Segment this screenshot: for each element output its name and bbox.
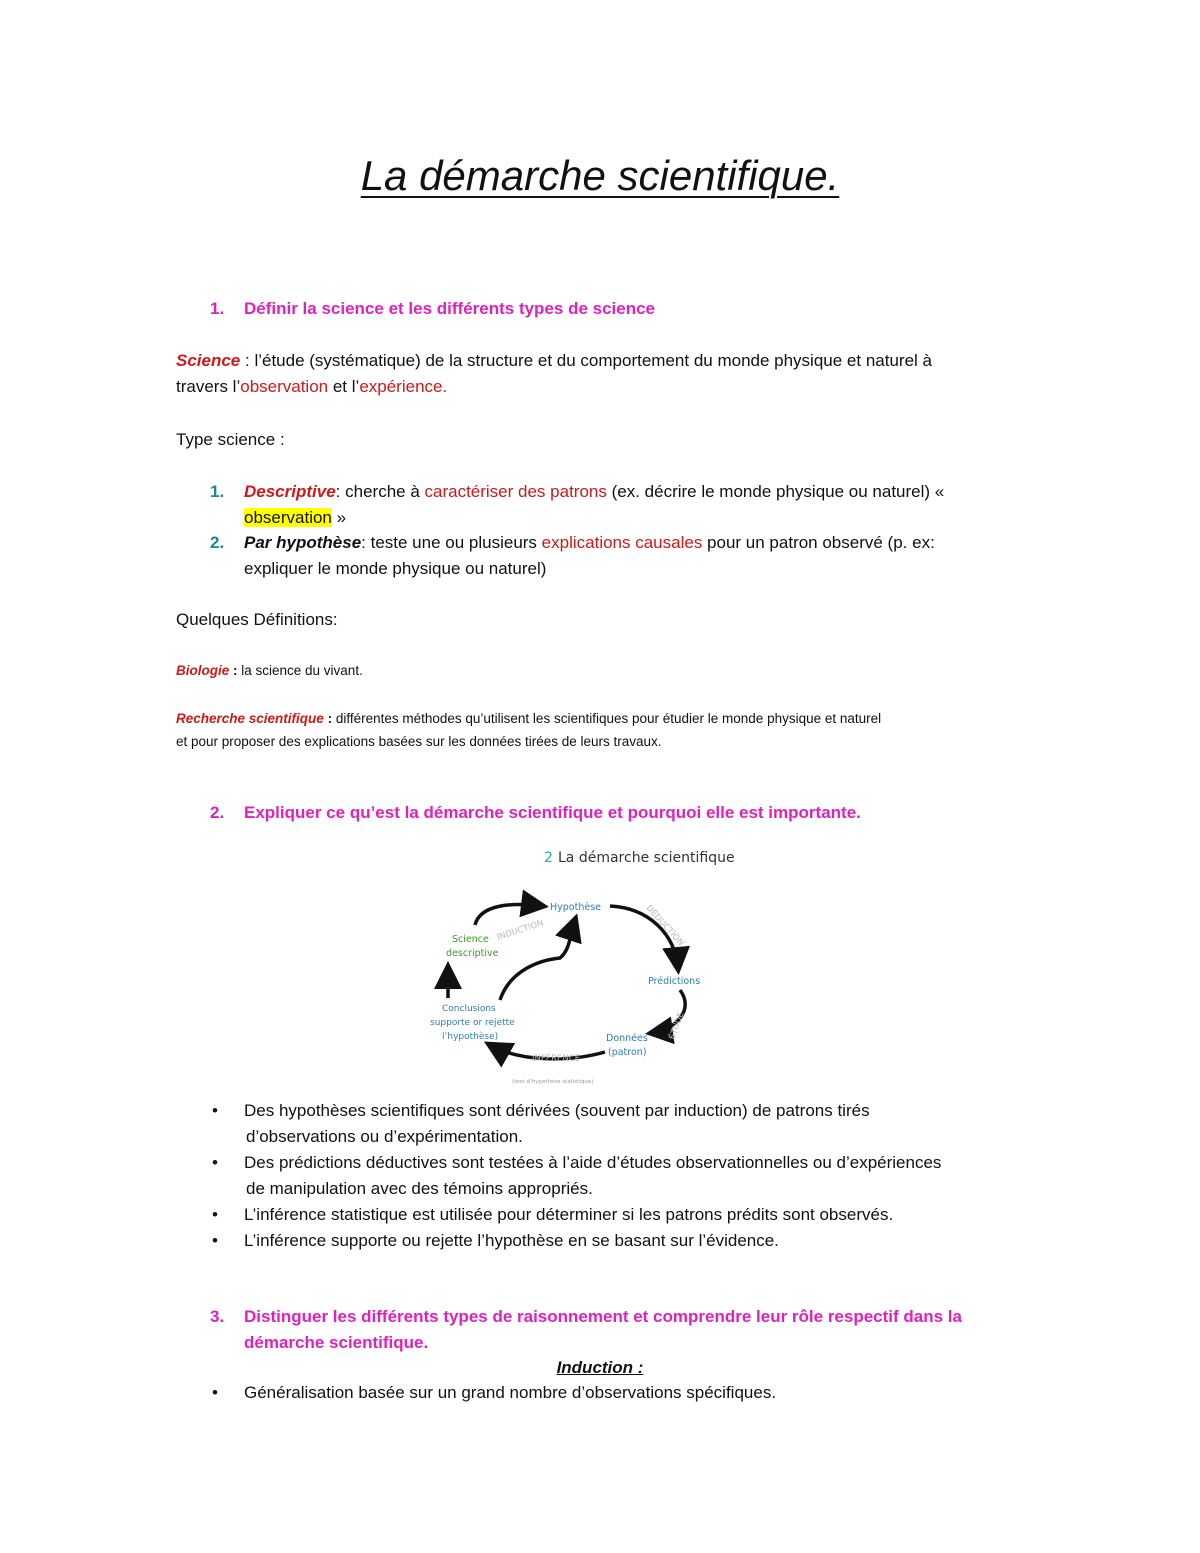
node-conclusions-3: l’hypothèse) xyxy=(442,1032,499,1042)
science-def-line2: travers l’ xyxy=(176,377,241,396)
type-1-red: caractériser des patrons xyxy=(424,482,607,501)
recherche-colon: : xyxy=(323,711,336,726)
science-and: et l’ xyxy=(328,377,360,396)
bullet-4-line1: L’inférence supporte ou rejette l’hypothèse en se basant sur l’évidence. xyxy=(244,1231,779,1250)
science-observation: observation xyxy=(240,377,329,396)
bullet-1-line1: Des hypothèses scientifiques sont dérivées (souvent par induction) de patrons tirés xyxy=(244,1101,870,1120)
science-experience: expérience. xyxy=(359,377,448,396)
node-hypothese: Hypothèse xyxy=(550,902,601,913)
type-1-colon: : cherche à xyxy=(335,482,425,501)
type-item-descriptive xyxy=(210,479,1060,531)
science-term: Science xyxy=(176,351,241,370)
node-science-1: Science xyxy=(452,934,489,945)
type-2-rest1: pour un patron observé (p. ex: xyxy=(702,533,935,552)
biologie-colon: : xyxy=(229,663,242,678)
section-2-title: Expliquer ce qu’est la démarche scientifique et pourquoi elle est importante. xyxy=(244,803,861,822)
section-3-title-line2: démarche scientifique. xyxy=(244,1333,429,1352)
bullet-glyph: • xyxy=(212,1383,218,1402)
list-item xyxy=(212,1098,1052,1150)
induction-label: Induction : xyxy=(556,1358,644,1377)
bullet-2-line2: de manipulation avec des témoins appropriés. xyxy=(246,1179,593,1198)
arrow-hypothese-to-predictions xyxy=(610,906,678,968)
section-1-title: Définir la science et les différents types de science xyxy=(244,299,656,318)
section-2-number: 2. xyxy=(210,803,225,822)
arc-deduction: DÉDUCTION xyxy=(643,903,686,949)
arc-inference: INFÉRENCE xyxy=(532,1054,581,1064)
type-1-number: 1. xyxy=(210,482,225,501)
section-2-heading xyxy=(210,803,861,823)
section-3-number: 3. xyxy=(210,1307,225,1326)
scientific-method-diagram xyxy=(420,840,750,1090)
diagram-title-number: 2 xyxy=(544,850,553,866)
arc-induction: INDUCTION xyxy=(495,918,545,943)
type-1-rest2: » xyxy=(331,508,347,527)
type-1-rest1: (ex. décrire le monde physique ou naturel) « xyxy=(606,482,945,501)
node-donnees-2: (patron) xyxy=(608,1047,647,1058)
def-recherche xyxy=(176,707,1046,753)
type-item-hypothese xyxy=(210,530,1060,582)
diagram-title: La démarche scientifique xyxy=(558,850,735,866)
list-item xyxy=(212,1228,1052,1254)
recherche-term: Recherche scientifique xyxy=(176,711,324,726)
science-def-line1: l’étude (systématique) de la structure et du comportement du monde physique et naturel à xyxy=(254,351,932,370)
bullet-3-line1: L’inférence statistique est utilisée pour déterminer si les patrons prédits sont observés. xyxy=(244,1205,894,1224)
section-3-heading xyxy=(210,1304,1060,1356)
science-definition xyxy=(176,348,1056,400)
bullet-glyph: • xyxy=(212,1101,218,1120)
node-predictions: Prédictions xyxy=(648,976,701,987)
bullet-glyph: • xyxy=(212,1205,218,1224)
type-2-term: Par hypothèse xyxy=(244,533,362,552)
section-3-bullets xyxy=(212,1380,1052,1406)
arc-etude: ÉTUDE xyxy=(667,1010,687,1042)
section-2-bullets xyxy=(212,1098,1052,1254)
type-2-number: 2. xyxy=(210,533,225,552)
list-item xyxy=(212,1380,1052,1406)
bullet-glyph: • xyxy=(212,1231,218,1250)
section-1-number: 1. xyxy=(210,299,225,318)
list-item xyxy=(212,1202,1052,1228)
recherche-line2: et pour proposer des explications basées sur les données tirées de leurs travaux. xyxy=(176,734,662,749)
bullet-2-line1: Des prédictions déductives sont testées à l’aide d’études observationnelles ou d’expériences xyxy=(244,1153,942,1172)
page-title: La démarche scientifique. xyxy=(360,152,840,199)
diagram-svg xyxy=(420,840,750,1090)
node-donnees-1: Données xyxy=(606,1033,648,1044)
type-1-term: Descriptive xyxy=(244,482,336,501)
type-2-red: explications causales xyxy=(541,533,703,552)
type-2-colon: : teste une ou plusieurs xyxy=(361,533,542,552)
bullet-glyph: • xyxy=(212,1153,218,1172)
def-biologie xyxy=(176,659,363,682)
list-item xyxy=(212,1150,1052,1202)
node-science-2: descriptive xyxy=(446,948,499,959)
type-2-rest2: expliquer le monde physique ou naturel) xyxy=(244,559,547,578)
definitions-label: Quelques Définitions: xyxy=(176,610,338,629)
type-1-highlight: observation xyxy=(244,508,332,527)
induction-bullet-1: Généralisation basée sur un grand nombre d’observations spécifiques. xyxy=(244,1383,777,1402)
type-science-label: Type science : xyxy=(176,430,285,449)
node-conclusions-2: supporte or rejette xyxy=(430,1018,515,1028)
node-conclusions-1: Conclusions xyxy=(442,1004,496,1014)
section-3-title-line1: Distinguer les différents types de raisonnement et comprendre leur rôle respectif dans la xyxy=(244,1307,962,1326)
science-colon: : xyxy=(240,351,255,370)
section-1-heading xyxy=(210,299,655,319)
biologie-term: Biologie xyxy=(176,663,230,678)
recherche-line1: différentes méthodes qu’utilisent les scientifiques pour étudier le monde physique et naturel xyxy=(335,711,882,726)
biologie-text: la science du vivant. xyxy=(241,663,363,678)
arc-inference-sub: (test d’hypothèse statistique) xyxy=(512,1079,594,1085)
bullet-1-line2: d’observations ou d’expérimentation. xyxy=(246,1127,523,1146)
induction-subheading xyxy=(0,1355,1200,1381)
